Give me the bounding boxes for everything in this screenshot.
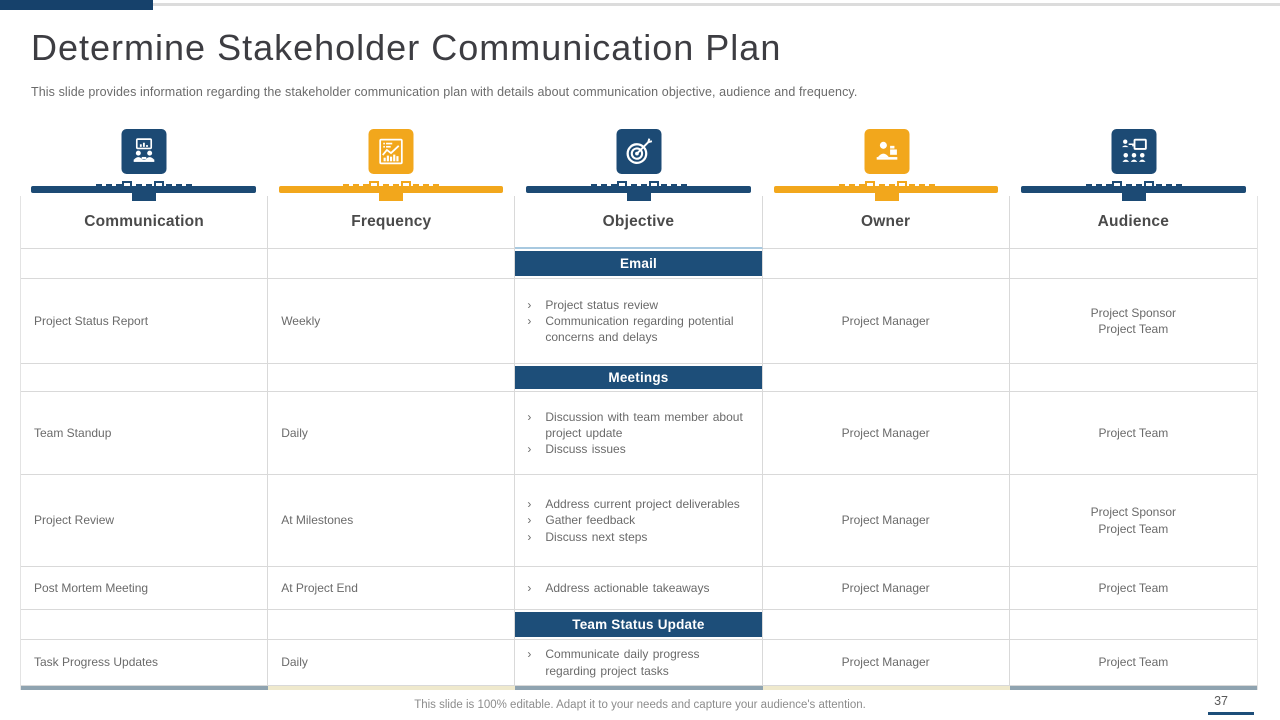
frequency-value: At Milestones	[281, 513, 354, 528]
column-decoration-owner	[763, 0, 1011, 206]
communication-cell	[21, 475, 268, 567]
section-band-label: Email	[515, 251, 761, 276]
communication-cell	[21, 640, 268, 686]
objective-text: Address current project deliverables	[545, 497, 740, 512]
column-header-owner	[763, 196, 1010, 249]
empty-cell	[268, 364, 515, 392]
communication-plan-table	[20, 196, 1258, 690]
bullet-marker: ›	[527, 513, 532, 528]
section-band-cell	[515, 364, 762, 392]
objective-cell	[515, 567, 762, 610]
empty-cell	[21, 610, 268, 640]
page-subtitle: This slide provides information regarding the stakeholder communication plan with details about communication objective, audience and frequency.	[31, 85, 858, 99]
objective-text: Address actionable takeaways	[545, 580, 710, 595]
section-band-row	[21, 610, 1257, 640]
objective-text: Communicate daily progress regarding project tasks	[545, 647, 700, 678]
bullet-marker: ›	[527, 297, 532, 312]
chart-trend-icon	[369, 129, 414, 174]
bullet-marker: ›	[527, 529, 532, 544]
objective-bullet	[523, 313, 751, 345]
section-band-cell	[515, 610, 762, 640]
objective-bullet	[523, 297, 751, 313]
bottom-accent-segment	[1010, 686, 1257, 690]
owner-value: Project Manager	[841, 425, 930, 440]
table-header-row	[21, 196, 1257, 249]
section-band-cell	[515, 249, 762, 279]
communication-value: Project Status Report	[34, 313, 149, 328]
owner-cell	[763, 567, 1010, 610]
objective-cell	[515, 392, 762, 475]
audience-value: Project Team	[1098, 655, 1169, 670]
bottom-accent-segment	[515, 686, 762, 690]
table-bottom-accent-row	[21, 686, 1257, 690]
communication-cell	[21, 279, 268, 364]
audience-value: Project Sponsor Project Team	[1090, 505, 1177, 536]
owner-value: Project Manager	[841, 655, 930, 670]
section-band-row	[21, 364, 1257, 392]
column-decoration-objective	[515, 0, 763, 206]
column-decoration-communication	[20, 0, 268, 206]
column-header-audience	[1010, 196, 1257, 249]
empty-cell	[763, 610, 1010, 640]
empty-cell	[763, 249, 1010, 279]
table-row	[21, 475, 1257, 567]
objective-cell	[515, 279, 762, 364]
bottom-accent-segment	[763, 686, 1010, 690]
page-title: Determine Stakeholder Communication Plan	[31, 27, 782, 68]
objective-text: Project status review	[545, 297, 659, 312]
section-band-label: Meetings	[515, 366, 761, 389]
person-desk-icon	[864, 129, 909, 174]
frequency-value: Daily	[281, 425, 308, 440]
frequency-cell	[268, 640, 515, 686]
column-header-label: Communication	[84, 213, 204, 230]
owner-value: Project Manager	[841, 513, 930, 528]
column-header-label: Audience	[1097, 213, 1170, 230]
empty-cell	[763, 364, 1010, 392]
objective-text: Gather feedback	[545, 513, 636, 528]
bullet-marker: ›	[527, 313, 532, 328]
owner-value: Project Manager	[841, 580, 930, 595]
frequency-cell	[268, 567, 515, 610]
column-header-label: Frequency	[351, 213, 432, 230]
frequency-value: Daily	[281, 655, 308, 670]
communication-value: Task Progress Updates	[34, 655, 159, 670]
page-number-rule	[1208, 712, 1254, 715]
column-decoration-frequency	[268, 0, 516, 206]
empty-cell	[21, 249, 268, 279]
bullet-marker: ›	[527, 497, 532, 512]
column-decoration-audience	[1010, 0, 1258, 206]
objective-bullet	[523, 409, 751, 441]
bottom-accent-segment	[268, 686, 515, 690]
owner-cell	[763, 392, 1010, 475]
table-row	[21, 640, 1257, 686]
column-header-label: Owner	[861, 213, 911, 230]
owner-value: Project Manager	[841, 313, 930, 328]
objective-cell	[515, 475, 762, 567]
empty-cell	[21, 364, 268, 392]
table-row	[21, 567, 1257, 610]
frequency-value: Weekly	[281, 313, 321, 328]
bottom-accent-segment	[21, 686, 268, 690]
meeting-presentation-icon	[121, 129, 166, 174]
objective-bullet	[523, 512, 751, 528]
communication-value: Post Mortem Meeting	[34, 580, 149, 595]
table-row	[21, 279, 1257, 364]
owner-cell	[763, 640, 1010, 686]
objective-text: Discuss issues	[545, 442, 626, 457]
audience-value: Project Team	[1098, 425, 1169, 440]
audience-value: Project Sponsor Project Team	[1090, 305, 1177, 336]
section-band-row	[21, 249, 1257, 279]
frequency-cell	[268, 279, 515, 364]
audience-cell	[1010, 567, 1257, 610]
column-header-communication	[21, 196, 268, 249]
column-header-frequency	[268, 196, 515, 249]
page-number: 37	[1214, 694, 1228, 708]
table-row	[21, 392, 1257, 475]
empty-cell	[1010, 364, 1257, 392]
bullet-marker: ›	[527, 409, 532, 424]
owner-cell	[763, 475, 1010, 567]
communication-value: Team Standup	[34, 425, 112, 440]
objective-text: Discuss next steps	[545, 529, 648, 544]
objective-bullet	[523, 496, 751, 512]
audience-cell	[1010, 475, 1257, 567]
target-arrow-icon	[616, 129, 661, 174]
objective-bullet	[523, 580, 751, 596]
column-header-label: Objective	[602, 212, 675, 230]
objective-text: Discussion with team member about project update	[545, 409, 743, 440]
empty-cell	[1010, 249, 1257, 279]
objective-bullet	[523, 441, 751, 457]
audience-cell	[1010, 640, 1257, 686]
column-header-objective	[515, 196, 762, 249]
objective-bullet	[523, 529, 751, 545]
bullet-marker: ›	[527, 580, 532, 595]
empty-cell	[1010, 610, 1257, 640]
presenter-audience-icon	[1112, 129, 1157, 174]
audience-value: Project Team	[1098, 580, 1169, 595]
empty-cell	[268, 610, 515, 640]
frequency-cell	[268, 475, 515, 567]
objective-cell	[515, 640, 762, 686]
audience-cell	[1010, 392, 1257, 475]
owner-cell	[763, 279, 1010, 364]
communication-value: Project Review	[34, 513, 115, 528]
footer-note: This slide is 100% editable. Adapt it to your needs and capture your audience's attention.	[414, 699, 866, 711]
objective-bullet	[523, 646, 751, 678]
section-band-label: Team Status Update	[515, 612, 761, 637]
objective-text: Communication regarding potential concerns and delays	[545, 313, 734, 345]
communication-cell	[21, 567, 268, 610]
frequency-value: At Project End	[281, 580, 358, 595]
frequency-cell	[268, 392, 515, 475]
audience-cell	[1010, 279, 1257, 364]
bullet-marker: ›	[527, 647, 532, 662]
empty-cell	[268, 249, 515, 279]
communication-cell	[21, 392, 268, 475]
bullet-marker: ›	[527, 442, 532, 457]
